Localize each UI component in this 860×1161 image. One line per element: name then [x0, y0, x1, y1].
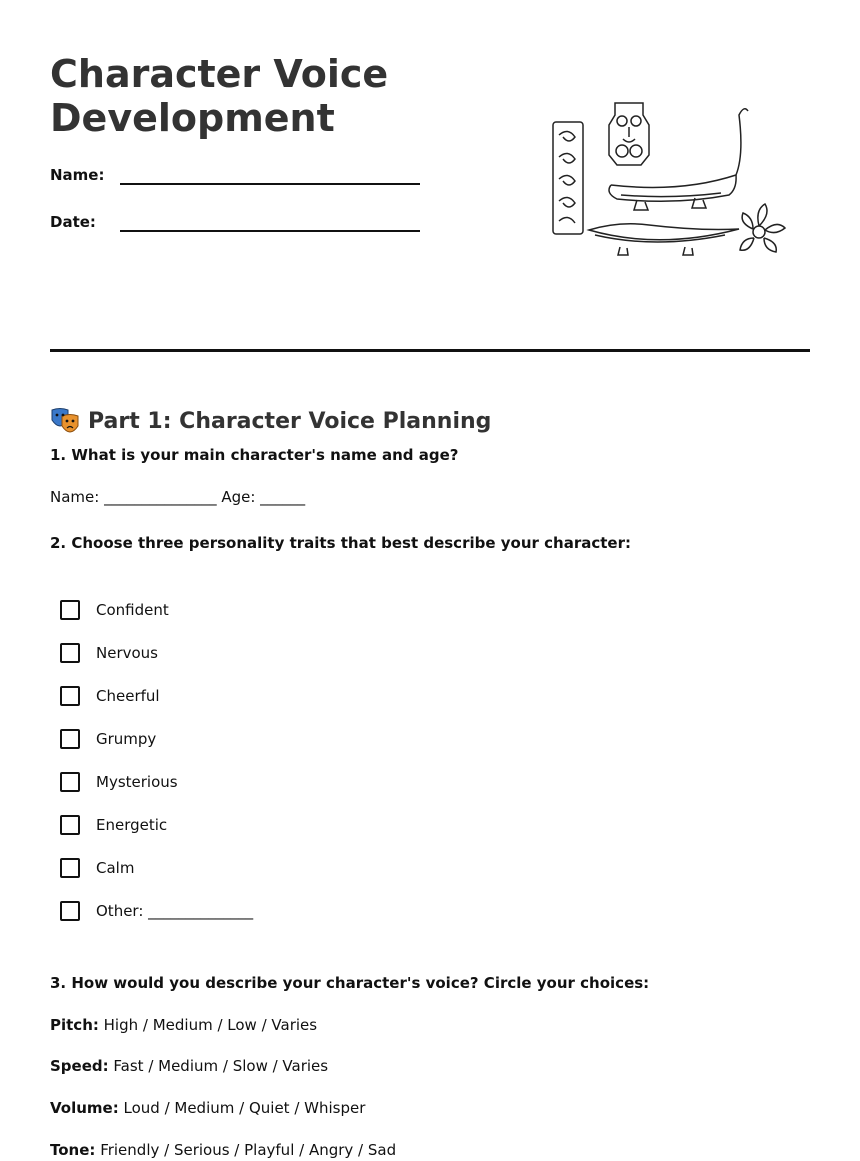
trait-option[interactable]	[60, 813, 420, 837]
trait-option[interactable]	[60, 770, 420, 794]
checkbox[interactable]	[60, 815, 80, 835]
checkbox[interactable]	[60, 600, 80, 620]
voice-options[interactable]: High / Medium / Low / Varies	[103, 1016, 318, 1034]
date-label: Date:	[50, 213, 96, 231]
name-label: Name:	[50, 166, 105, 184]
question-1-answer[interactable]: Name: _______________ Age: ______	[50, 488, 306, 506]
trait-option[interactable]	[60, 598, 420, 622]
question-2: 2. Choose three personality traits that best describe your character:	[50, 534, 631, 552]
checkbox[interactable]	[60, 858, 80, 878]
voice-options[interactable]: Loud / Medium / Quiet / Whisper	[123, 1099, 366, 1117]
date-line[interactable]	[120, 230, 420, 232]
voice-label: Tone:	[50, 1141, 96, 1159]
name-field[interactable]	[50, 166, 430, 196]
trait-label: Confident	[96, 601, 169, 619]
voice-pitch-row	[50, 1016, 317, 1034]
checkbox[interactable]	[60, 643, 80, 663]
section-title-text: Part 1: Character Voice Planning	[88, 408, 492, 434]
voice-options[interactable]: Friendly / Serious / Playful / Angry / Sad	[100, 1141, 397, 1159]
name-line[interactable]	[120, 183, 420, 185]
trait-label: Nervous	[96, 644, 158, 662]
voice-options[interactable]: Fast / Medium / Slow / Varies	[113, 1057, 329, 1075]
voice-speed-row	[50, 1057, 328, 1075]
voice-label: Volume:	[50, 1099, 119, 1117]
voice-volume-row	[50, 1099, 365, 1117]
trait-label: Cheerful	[96, 687, 160, 705]
voice-label: Speed:	[50, 1057, 109, 1075]
trait-label: Mysterious	[96, 773, 178, 791]
checkbox[interactable]	[60, 686, 80, 706]
date-field[interactable]	[50, 213, 430, 243]
header-divider	[50, 349, 810, 352]
question-3: 3. How would you describe your character's voice? Circle your choices:	[50, 974, 650, 992]
question-1: 1. What is your main character's name and age?	[50, 446, 459, 464]
checkbox[interactable]	[60, 772, 80, 792]
trait-option[interactable]	[60, 641, 420, 665]
checkbox[interactable]	[60, 901, 80, 921]
trait-option[interactable]	[60, 684, 420, 708]
trait-option[interactable]	[60, 727, 420, 751]
trait-label: Other: ______________	[96, 902, 254, 920]
section-title	[50, 406, 491, 436]
theater-masks-icon	[50, 406, 80, 436]
trait-label: Energetic	[96, 816, 168, 834]
trait-label: Calm	[96, 859, 135, 877]
checkbox[interactable]	[60, 729, 80, 749]
voice-tone-row	[50, 1141, 396, 1159]
page-title: Character Voice Development	[50, 52, 389, 140]
trait-option[interactable]	[60, 856, 420, 880]
carvings-illustration	[545, 95, 790, 270]
trait-label: Grumpy	[96, 730, 157, 748]
voice-label: Pitch:	[50, 1016, 99, 1034]
trait-option[interactable]	[60, 899, 420, 923]
